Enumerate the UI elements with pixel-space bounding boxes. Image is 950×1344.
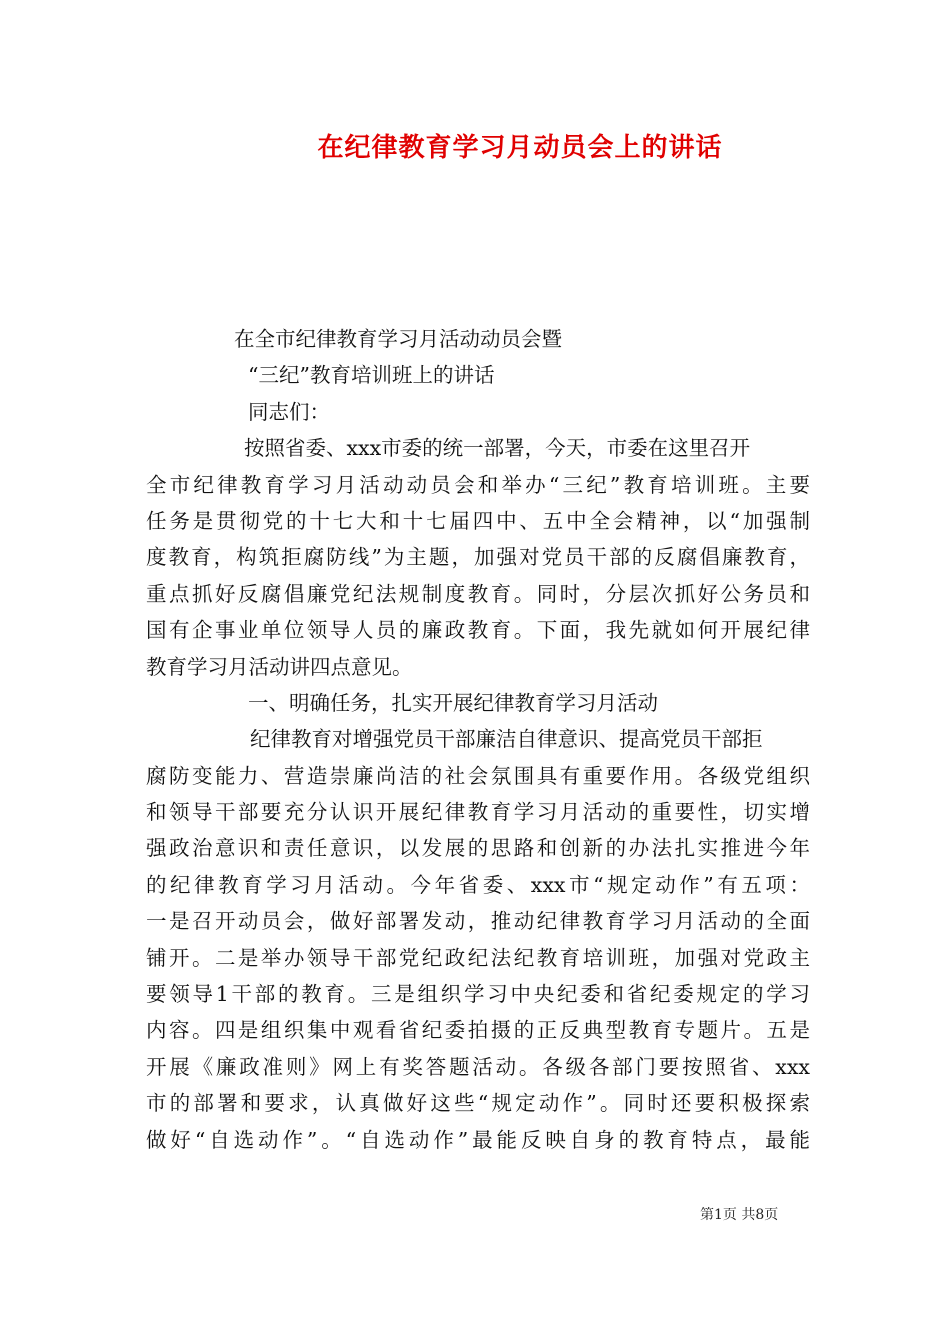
paragraph-2-line-11: 市的部署和要求，认真做好这些“规定动作”。同时还要积极探索	[146, 1091, 810, 1116]
paragraph-1-line-4: 度教育，构筑拒腐防线”为主题，加强对党员干部的反腐倡廉教育，	[146, 545, 810, 570]
paragraph-2-line-9: 内容。四是组织集中观看省纪委拍摄的正反典型教育专题片。五是	[146, 1018, 810, 1043]
paragraph-2-line-3: 和领导干部要充分认识开展纪律教育学习月活动的重要性，切实增	[146, 800, 810, 825]
paragraph-2-line-5: 的纪律教育学习月活动。今年省委、xxx市“规定动作”有五项：	[146, 872, 810, 897]
paragraph-2-line-7: 铺开。二是举办领导干部党纪政纪法纪教育培训班，加强对党政主	[146, 945, 810, 970]
paragraph-1-line-3: 任务是贯彻党的十七大和十七届四中、五中全会精神，以“加强制	[146, 508, 810, 533]
document-title: 在纪律教育学习月动员会上的讲话	[317, 133, 723, 163]
salutation: 同志们：	[248, 399, 330, 424]
paragraph-1-line-5: 重点抓好反腐倡廉党纪法规制度教育。同时，分层次抓好公务员和	[146, 581, 810, 606]
paragraph-2-line-4: 强政治意识和责任意识，以发展的思路和创新的办法扎实推进今年	[146, 836, 810, 861]
paragraph-1-line-1: 按照省委、xxx市委的统一部署，今天，市委在这里召开	[244, 436, 751, 461]
subtitle-line-2: “三纪”教育培训班上的讲话	[248, 363, 495, 388]
page-number: 第1页 共8页	[700, 1207, 779, 1223]
paragraph-2-line-6: 一是召开动员会，做好部署发动，推动纪律教育学习月活动的全面	[146, 909, 810, 934]
paragraph-2-line-12: 做好“自选动作”。“自选动作”最能反映自身的教育特点，最能	[146, 1127, 810, 1152]
paragraph-2-line-1: 纪律教育对增强党员干部廉洁自律意识、提高党员干部拒	[250, 727, 763, 752]
paragraph-2-line-2: 腐防变能力、营造崇廉尚洁的社会氛围具有重要作用。各级党组织	[146, 763, 810, 788]
paragraph-1-line-6: 国有企事业单位领导人员的廉政教育。下面，我先就如何开展纪律	[146, 618, 810, 643]
subtitle-line-1: 在全市纪律教育学习月活动动员会暨	[234, 327, 562, 351]
paragraph-2-line-10: 开展《廉政准则》网上有奖答题活动。各级各部门要按照省、xxx	[146, 1054, 810, 1079]
paragraph-1-line-2: 全市纪律教育学习月活动动员会和举办“三纪”教育培训班。主要	[146, 472, 810, 497]
paragraph-1-line-7: 教育学习月活动讲四点意见。	[146, 654, 413, 679]
paragraph-2-line-8: 要领导1干部的教育。三是组织学习中央纪委和省纪委规定的学习	[146, 982, 810, 1007]
document-body	[146, 321, 810, 1158]
section-heading-1: 一、明确任务，扎实开展纪律教育学习月活动	[248, 690, 658, 715]
